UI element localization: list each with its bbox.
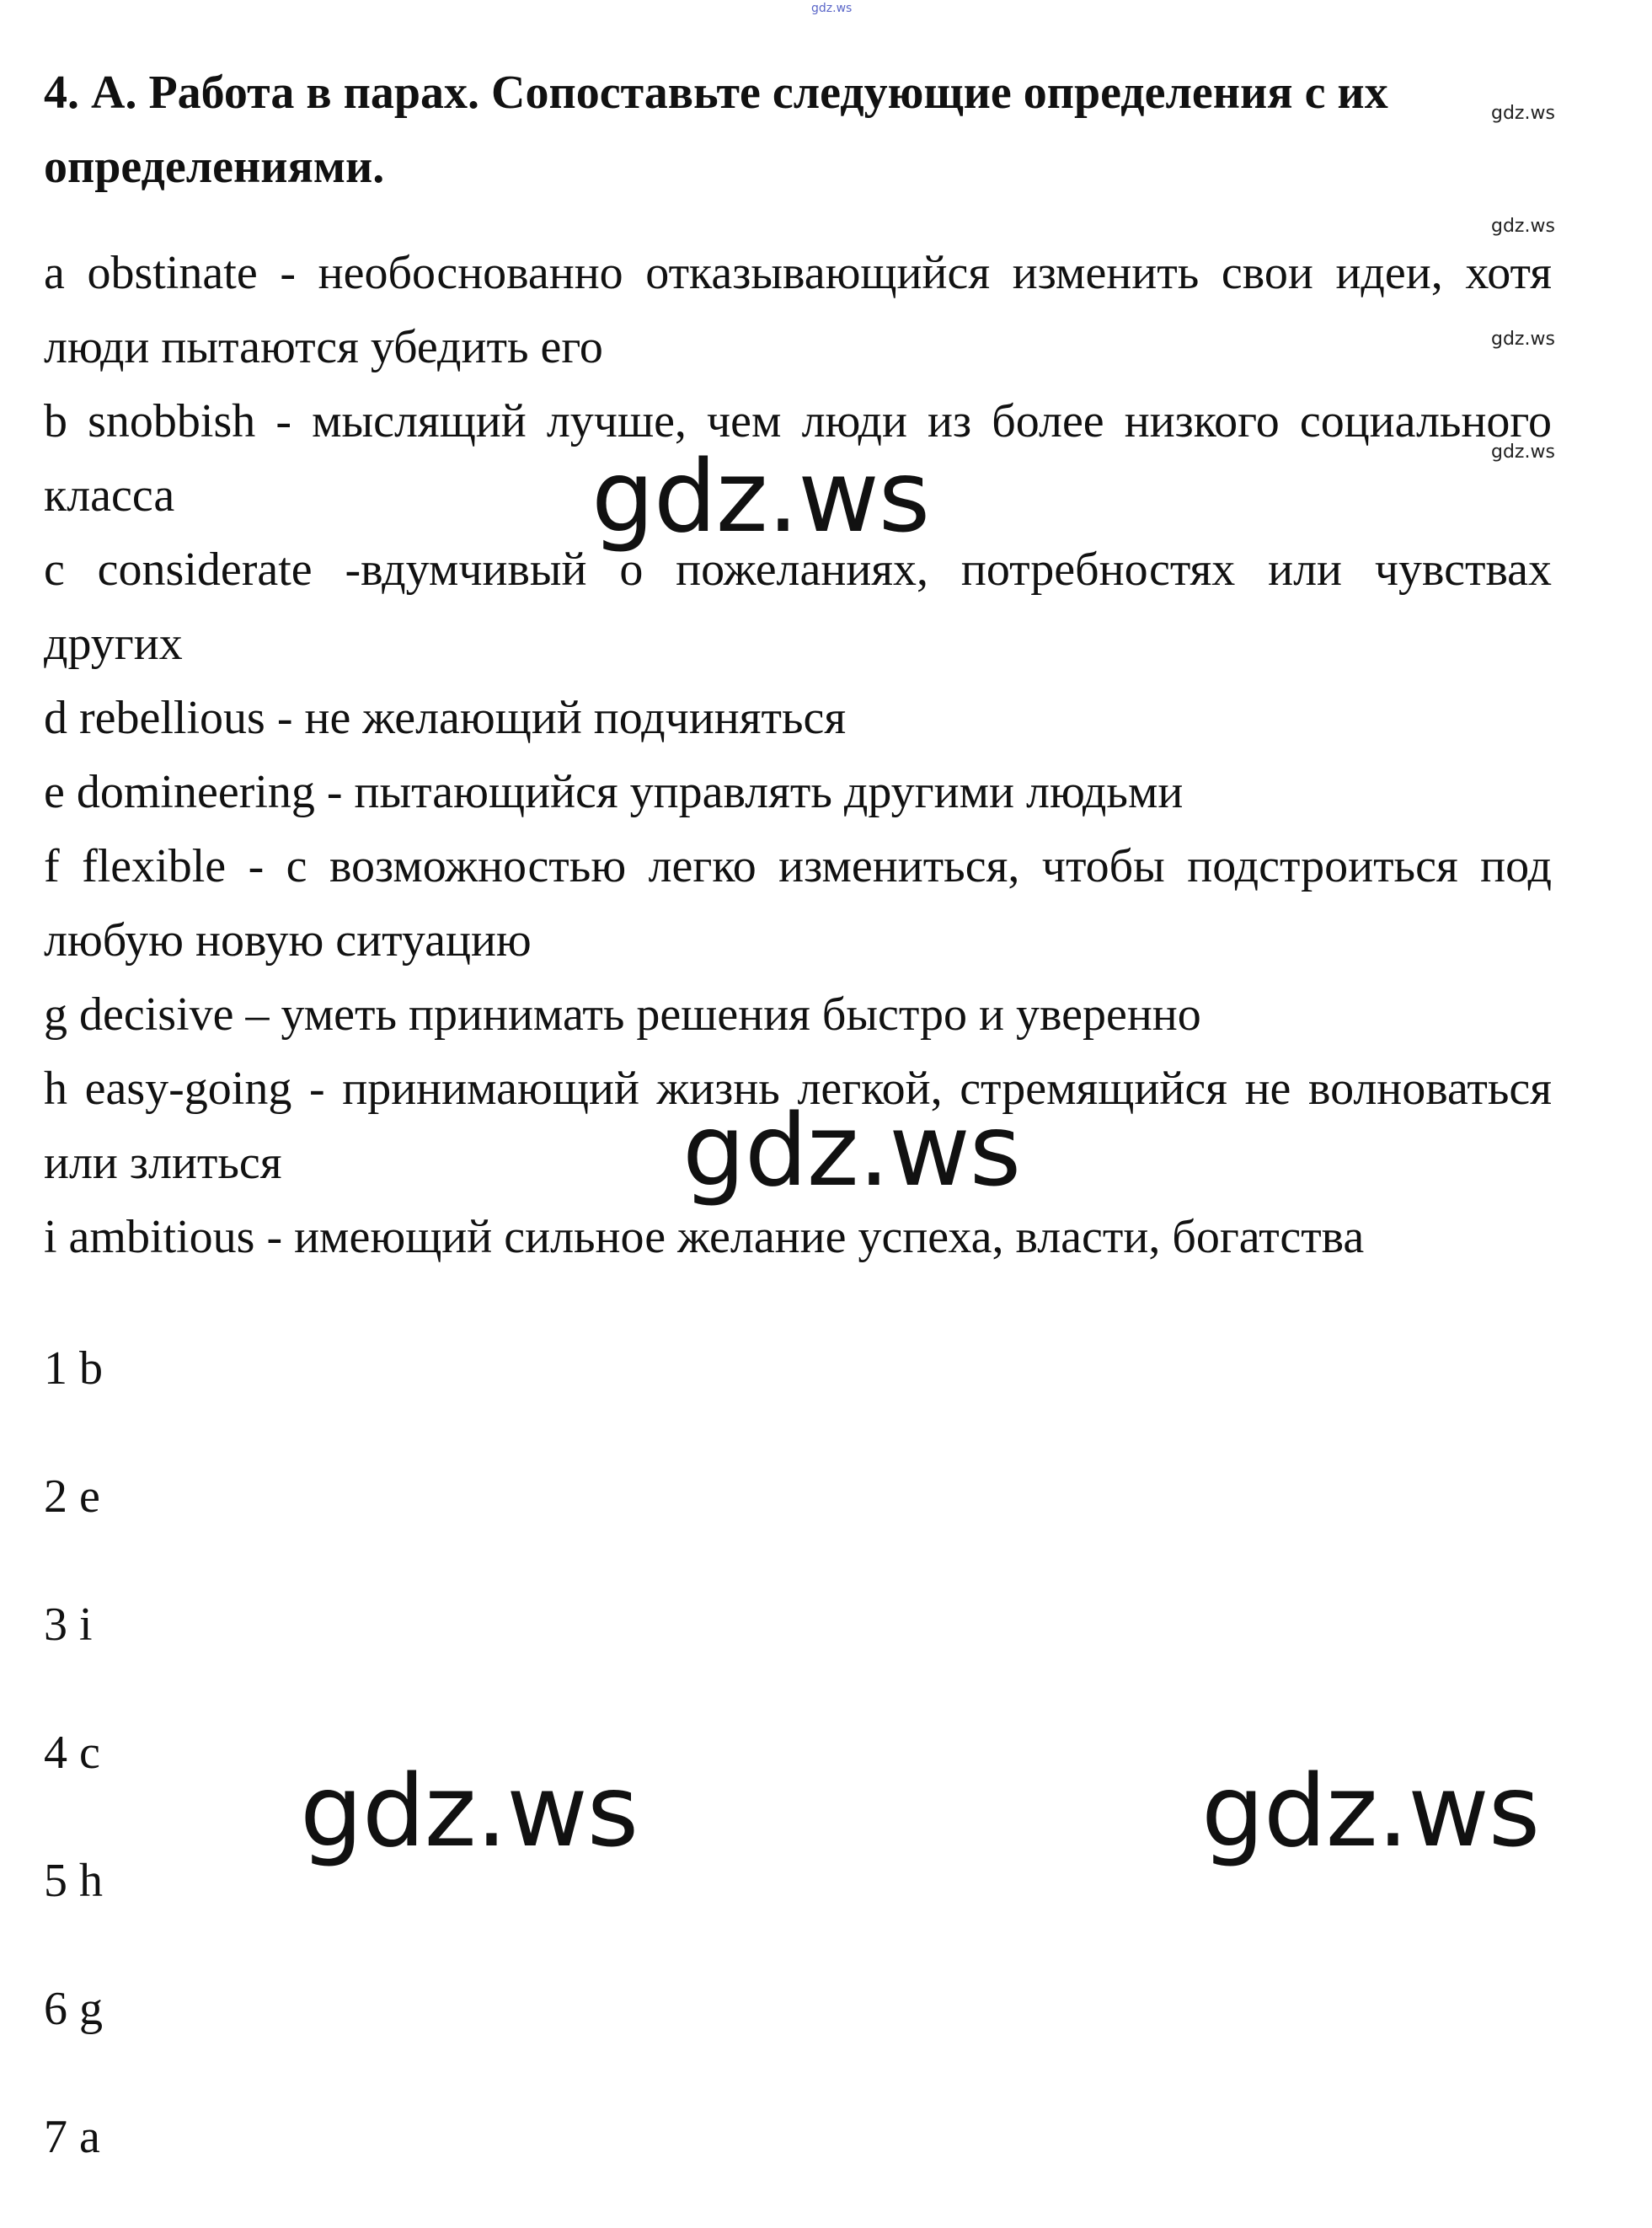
watermark-large: gdz.ws: [1201, 1753, 1540, 1869]
watermark-large: gdz.ws: [300, 1753, 639, 1869]
watermark-small: gdz.ws: [1491, 329, 1555, 350]
task-title: 4. А. Работа в парах. Сопоставьте следующие определения с их определениями.: [44, 67, 1388, 193]
answer-item: 4 c: [44, 1727, 100, 1779]
definition-item: i ambitious - имеющий сильное желание успеха, власти, богатства: [44, 1211, 1365, 1263]
answer-item: 2 e: [44, 1470, 100, 1523]
watermark-small: gdz.ws: [1491, 103, 1555, 124]
watermark-small: gdz.ws: [1491, 216, 1555, 237]
definition-item: g decisive – уметь принимать решения быстро и уверенно: [44, 988, 1201, 1041]
watermark-small: gdz.ws: [1491, 442, 1555, 463]
watermark-top: gdz.ws: [811, 2, 853, 15]
definition-item: c considerate -вдумчивый о пожеланиях, потребностях или чувствах других: [44, 544, 1552, 670]
watermark-large: gdz.ws: [682, 1092, 1021, 1208]
definition-item: f flexible - с возможностью легко измениться, чтобы подстроиться под любую новую ситуацию: [44, 840, 1552, 967]
answer-item: 1 b: [44, 1342, 103, 1395]
answer-item: 6 g: [44, 1983, 103, 2035]
answer-item: 5 h: [44, 1855, 103, 1907]
definition-item: e domineering - пытающийся управлять другими людьми: [44, 766, 1184, 818]
watermark-large: gdz.ws: [591, 438, 930, 554]
answer-item: 7 a: [44, 2111, 100, 2163]
definition-item: h easy-going - принимающий жизнь легкой, стремящийся не волноваться или злиться: [44, 1063, 1552, 1189]
definition-item: b snobbish - мыслящий лучше, чем люди из более низкого социального класса: [44, 395, 1552, 522]
definition-item: d rebellious - не желающий подчиняться: [44, 692, 847, 744]
answer-item: 3 i: [44, 1599, 93, 1651]
definition-item: a obstinate - необоснованно отказывающийся изменить свои идеи, хотя люди пытаются убедить его: [44, 247, 1552, 373]
